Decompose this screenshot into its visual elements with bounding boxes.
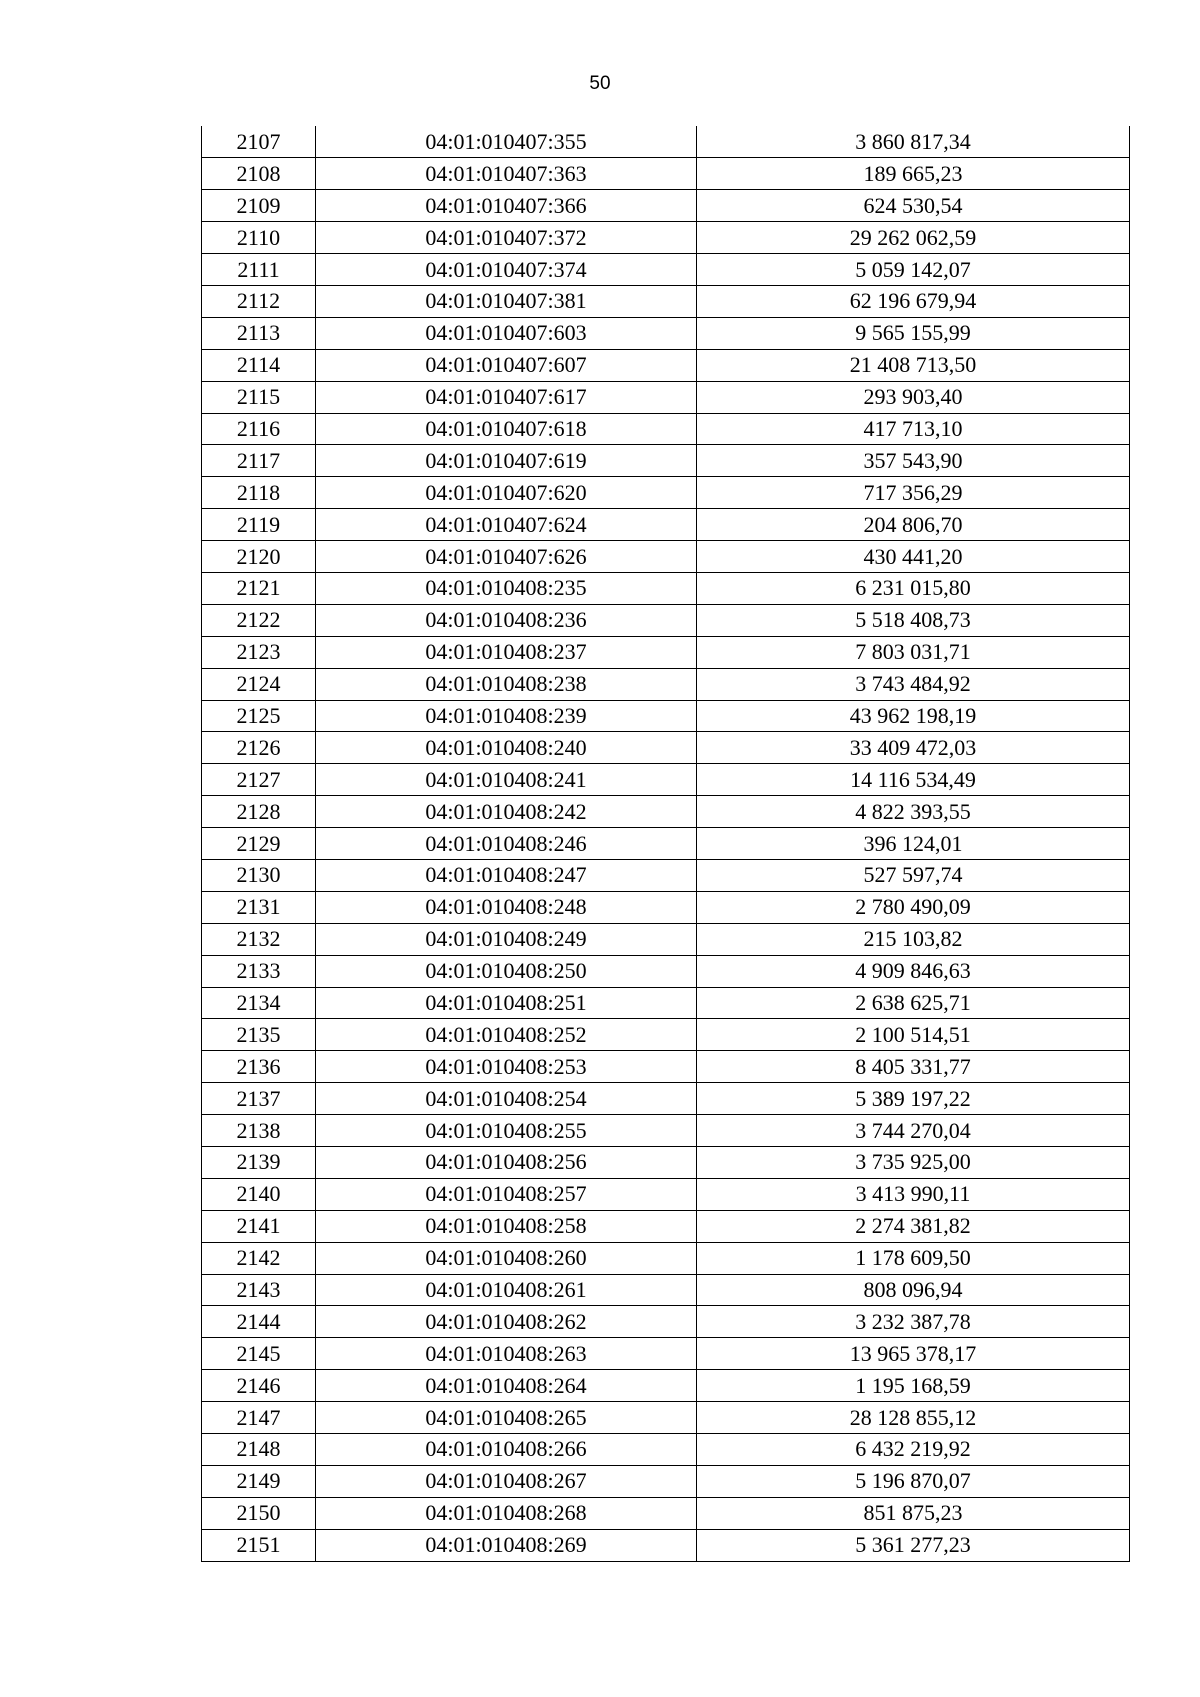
row-number-cell: 2130 (202, 859, 316, 891)
cadastral-value-cell: 624 530,54 (697, 190, 1130, 222)
row-number-cell: 2109 (202, 190, 316, 222)
cadastral-value-cell: 28 128 855,12 (697, 1402, 1130, 1434)
cadastral-number-cell: 04:01:010408:262 (316, 1306, 697, 1338)
row-number-cell: 2125 (202, 700, 316, 732)
cadastral-number-cell: 04:01:010408:255 (316, 1115, 697, 1147)
cadastral-value-table (201, 126, 1130, 1562)
cadastral-value-cell: 8 405 331,77 (697, 1051, 1130, 1083)
cadastral-value-cell: 3 413 990,11 (697, 1178, 1130, 1210)
row-number-cell: 2146 (202, 1370, 316, 1402)
cadastral-value-cell: 43 962 198,19 (697, 700, 1130, 732)
cadastral-number-cell: 04:01:010407:617 (316, 381, 697, 413)
cadastral-number-cell: 04:01:010408:266 (316, 1434, 697, 1466)
row-number-cell: 2117 (202, 445, 316, 477)
cadastral-value-cell: 417 713,10 (697, 413, 1130, 445)
row-number-cell: 2141 (202, 1210, 316, 1242)
cadastral-number-cell: 04:01:010408:254 (316, 1083, 697, 1115)
cadastral-value-cell: 3 735 925,00 (697, 1147, 1130, 1179)
cadastral-value-cell: 33 409 472,03 (697, 732, 1130, 764)
cadastral-value-cell: 5 361 277,23 (697, 1529, 1130, 1561)
table-row (202, 158, 1130, 190)
cadastral-number-cell: 04:01:010408:241 (316, 764, 697, 796)
row-number-cell: 2113 (202, 317, 316, 349)
cadastral-number-cell: 04:01:010408:248 (316, 891, 697, 923)
cadastral-number-cell: 04:01:010408:250 (316, 955, 697, 987)
cadastral-number-cell: 04:01:010408:265 (316, 1402, 697, 1434)
table-row (202, 636, 1130, 668)
table-row (202, 732, 1130, 764)
row-number-cell: 2119 (202, 509, 316, 541)
row-number-cell: 2108 (202, 158, 316, 190)
cadastral-value-cell: 29 262 062,59 (697, 222, 1130, 254)
table-row (202, 955, 1130, 987)
row-number-cell: 2120 (202, 541, 316, 573)
cadastral-number-cell: 04:01:010407:620 (316, 477, 697, 509)
table-row (202, 1338, 1130, 1370)
cadastral-value-cell: 14 116 534,49 (697, 764, 1130, 796)
row-number-cell: 2145 (202, 1338, 316, 1370)
table-row (202, 190, 1130, 222)
table-row (202, 317, 1130, 349)
row-number-cell: 2123 (202, 636, 316, 668)
cadastral-value-cell: 1 195 168,59 (697, 1370, 1130, 1402)
cadastral-value-cell: 4 822 393,55 (697, 796, 1130, 828)
cadastral-number-cell: 04:01:010408:268 (316, 1497, 697, 1529)
table-row (202, 1242, 1130, 1274)
cadastral-value-cell: 1 178 609,50 (697, 1242, 1130, 1274)
row-number-cell: 2142 (202, 1242, 316, 1274)
cadastral-value-cell: 189 665,23 (697, 158, 1130, 190)
cadastral-number-cell: 04:01:010407:355 (316, 126, 697, 158)
cadastral-number-cell: 04:01:010408:247 (316, 859, 697, 891)
row-number-cell: 2151 (202, 1529, 316, 1561)
cadastral-number-cell: 04:01:010408:252 (316, 1019, 697, 1051)
table-row (202, 1529, 1130, 1561)
row-number-cell: 2143 (202, 1274, 316, 1306)
table-row (202, 381, 1130, 413)
cadastral-value-cell: 9 565 155,99 (697, 317, 1130, 349)
row-number-cell: 2126 (202, 732, 316, 764)
cadastral-number-cell: 04:01:010408:256 (316, 1147, 697, 1179)
table-row (202, 477, 1130, 509)
row-number-cell: 2139 (202, 1147, 316, 1179)
cadastral-value-cell: 21 408 713,50 (697, 349, 1130, 381)
cadastral-value-cell: 2 780 490,09 (697, 891, 1130, 923)
cadastral-value-cell: 3 860 817,34 (697, 126, 1130, 158)
cadastral-number-cell: 04:01:010408:263 (316, 1338, 697, 1370)
row-number-cell: 2107 (202, 126, 316, 158)
cadastral-number-cell: 04:01:010407:366 (316, 190, 697, 222)
row-number-cell: 2128 (202, 796, 316, 828)
table-row (202, 541, 1130, 573)
cadastral-value-cell: 5 518 408,73 (697, 604, 1130, 636)
cadastral-value-cell: 2 274 381,82 (697, 1210, 1130, 1242)
cadastral-value-cell: 4 909 846,63 (697, 955, 1130, 987)
table-row (202, 828, 1130, 860)
cadastral-value-cell: 62 196 679,94 (697, 285, 1130, 317)
cadastral-number-cell: 04:01:010407:381 (316, 285, 697, 317)
cadastral-number-cell: 04:01:010408:269 (316, 1529, 697, 1561)
cadastral-number-cell: 04:01:010408:261 (316, 1274, 697, 1306)
row-number-cell: 2150 (202, 1497, 316, 1529)
cadastral-value-cell: 851 875,23 (697, 1497, 1130, 1529)
row-number-cell: 2111 (202, 254, 316, 286)
cadastral-number-cell: 04:01:010407:363 (316, 158, 697, 190)
table-row (202, 859, 1130, 891)
table-row (202, 1402, 1130, 1434)
table-row (202, 1083, 1130, 1115)
table-row (202, 1019, 1130, 1051)
table-row (202, 1115, 1130, 1147)
cadastral-value-cell: 6 432 219,92 (697, 1434, 1130, 1466)
cadastral-number-cell: 04:01:010408:267 (316, 1465, 697, 1497)
cadastral-value-cell: 7 803 031,71 (697, 636, 1130, 668)
table-row (202, 1497, 1130, 1529)
row-number-cell: 2129 (202, 828, 316, 860)
cadastral-number-cell: 04:01:010408:251 (316, 987, 697, 1019)
cadastral-value-cell: 2 100 514,51 (697, 1019, 1130, 1051)
row-number-cell: 2133 (202, 955, 316, 987)
cadastral-number-cell: 04:01:010408:253 (316, 1051, 697, 1083)
cadastral-value-cell: 293 903,40 (697, 381, 1130, 413)
table-row (202, 1370, 1130, 1402)
cadastral-number-cell: 04:01:010408:258 (316, 1210, 697, 1242)
cadastral-value-cell: 5 196 870,07 (697, 1465, 1130, 1497)
row-number-cell: 2118 (202, 477, 316, 509)
cadastral-value-cell: 6 231 015,80 (697, 572, 1130, 604)
table-row (202, 1210, 1130, 1242)
table-row (202, 126, 1130, 158)
table-row (202, 1147, 1130, 1179)
table-row (202, 254, 1130, 286)
table-row (202, 509, 1130, 541)
table-row (202, 1434, 1130, 1466)
cadastral-number-cell: 04:01:010408:257 (316, 1178, 697, 1210)
row-number-cell: 2114 (202, 349, 316, 381)
cadastral-number-cell: 04:01:010407:624 (316, 509, 697, 541)
row-number-cell: 2116 (202, 413, 316, 445)
cadastral-value-cell: 3 744 270,04 (697, 1115, 1130, 1147)
cadastral-value-cell: 215 103,82 (697, 923, 1130, 955)
cadastral-value-cell: 808 096,94 (697, 1274, 1130, 1306)
row-number-cell: 2131 (202, 891, 316, 923)
row-number-cell: 2121 (202, 572, 316, 604)
table-row (202, 222, 1130, 254)
page-number: 50 (589, 73, 611, 94)
table-row (202, 796, 1130, 828)
cadastral-value-cell: 204 806,70 (697, 509, 1130, 541)
cadastral-number-cell: 04:01:010407:626 (316, 541, 697, 573)
cadastral-number-cell: 04:01:010407:603 (316, 317, 697, 349)
cadastral-number-cell: 04:01:010407:372 (316, 222, 697, 254)
row-number-cell: 2149 (202, 1465, 316, 1497)
table-row (202, 1465, 1130, 1497)
table-row (202, 1178, 1130, 1210)
cadastral-number-cell: 04:01:010408:249 (316, 923, 697, 955)
cadastral-number-cell: 04:01:010408:237 (316, 636, 697, 668)
row-number-cell: 2112 (202, 285, 316, 317)
cadastral-number-cell: 04:01:010408:242 (316, 796, 697, 828)
cadastral-number-cell: 04:01:010407:374 (316, 254, 697, 286)
row-number-cell: 2115 (202, 381, 316, 413)
table-row (202, 891, 1130, 923)
cadastral-number-cell: 04:01:010408:235 (316, 572, 697, 604)
cadastral-number-cell: 04:01:010408:238 (316, 668, 697, 700)
table-row (202, 923, 1130, 955)
cadastral-number-cell: 04:01:010408:236 (316, 604, 697, 636)
table-body (202, 126, 1130, 1561)
table-row (202, 1306, 1130, 1338)
row-number-cell: 2140 (202, 1178, 316, 1210)
cadastral-value-cell: 396 124,01 (697, 828, 1130, 860)
cadastral-value-cell: 3 743 484,92 (697, 668, 1130, 700)
row-number-cell: 2122 (202, 604, 316, 636)
row-number-cell: 2138 (202, 1115, 316, 1147)
table-row (202, 700, 1130, 732)
table-row (202, 349, 1130, 381)
table-row (202, 413, 1130, 445)
cadastral-number-cell: 04:01:010408:240 (316, 732, 697, 764)
row-number-cell: 2135 (202, 1019, 316, 1051)
cadastral-number-cell: 04:01:010407:618 (316, 413, 697, 445)
row-number-cell: 2127 (202, 764, 316, 796)
cadastral-value-cell: 357 543,90 (697, 445, 1130, 477)
cadastral-number-cell: 04:01:010407:607 (316, 349, 697, 381)
cadastral-value-cell: 13 965 378,17 (697, 1338, 1130, 1370)
row-number-cell: 2147 (202, 1402, 316, 1434)
row-number-cell: 2144 (202, 1306, 316, 1338)
row-number-cell: 2137 (202, 1083, 316, 1115)
cadastral-value-cell: 717 356,29 (697, 477, 1130, 509)
cadastral-value-cell: 3 232 387,78 (697, 1306, 1130, 1338)
table-row (202, 445, 1130, 477)
table-row (202, 668, 1130, 700)
table-row (202, 764, 1130, 796)
table-row (202, 987, 1130, 1019)
table-row (202, 1051, 1130, 1083)
table-row (202, 572, 1130, 604)
cadastral-number-cell: 04:01:010408:260 (316, 1242, 697, 1274)
cadastral-value-cell: 5 389 197,22 (697, 1083, 1130, 1115)
row-number-cell: 2136 (202, 1051, 316, 1083)
cadastral-number-cell: 04:01:010408:246 (316, 828, 697, 860)
table-row (202, 604, 1130, 636)
cadastral-value-cell: 430 441,20 (697, 541, 1130, 573)
row-number-cell: 2134 (202, 987, 316, 1019)
cadastral-value-cell: 5 059 142,07 (697, 254, 1130, 286)
cadastral-value-cell: 527 597,74 (697, 859, 1130, 891)
cadastral-number-cell: 04:01:010408:264 (316, 1370, 697, 1402)
table-row (202, 1274, 1130, 1306)
table-row (202, 285, 1130, 317)
cadastral-number-cell: 04:01:010407:619 (316, 445, 697, 477)
row-number-cell: 2148 (202, 1434, 316, 1466)
cadastral-value-cell: 2 638 625,71 (697, 987, 1130, 1019)
row-number-cell: 2110 (202, 222, 316, 254)
row-number-cell: 2124 (202, 668, 316, 700)
cadastral-number-cell: 04:01:010408:239 (316, 700, 697, 732)
row-number-cell: 2132 (202, 923, 316, 955)
